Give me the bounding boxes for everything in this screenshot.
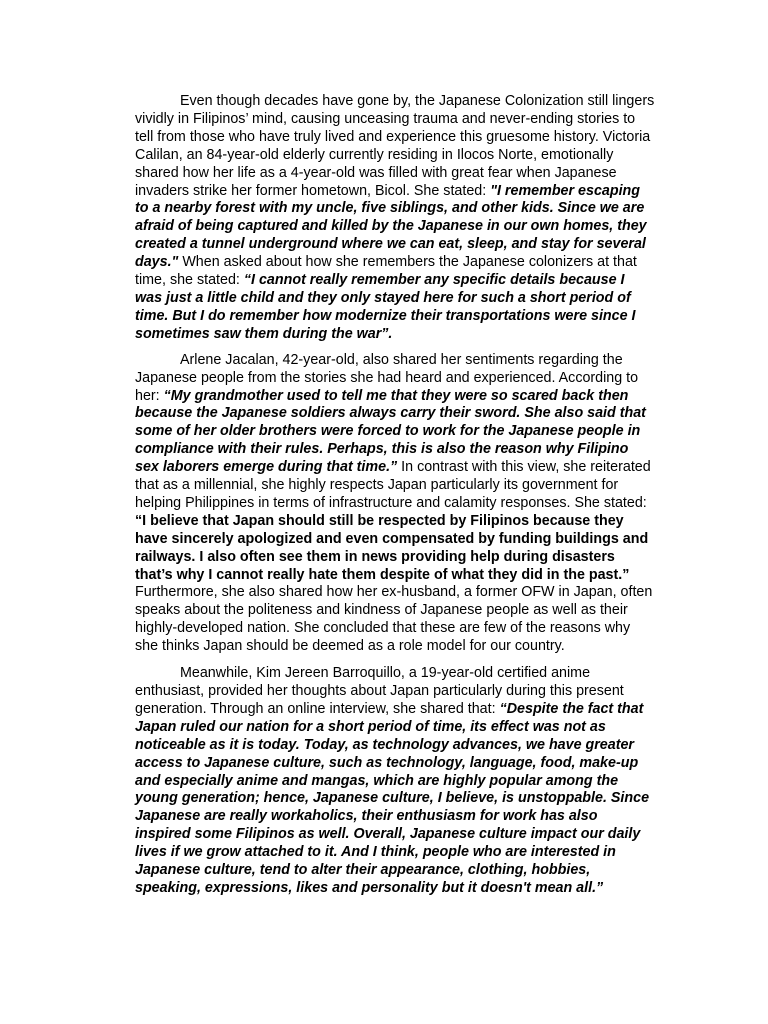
quote-text: "I remember escaping to a nearby forest with my uncle, five siblings, and other kids. Since we are afraid of being captured and killed by the Japanese in our own homes, they created a tunnel underground where we can eat, sleep, and stay for several days."	[135, 182, 647, 271]
narrative-text: Furthermore, she also shared how her ex-husband, a former OFW in Japan, often speaks about the politeness and kindness of Japanese people as well as their highly-developed nation. She concluded that these are few of the reasons why she thinks Japan should be deemed as a role model for our country.	[135, 584, 653, 655]
quote-text: “Despite the fact that Japan ruled our nation for a short period of time, its effect was not as noticeable as it is today. Today, as technology advances, we have greater access to Japanese culture, such as technology, language, food, make-up and especially anime and mangas, which are highly popular among the young generation; hence, Japanese culture, I believe, is unstoppable. Since Japanese are really workaholics, their enthusiasm for work has also inspired some Filipinos as well. Overall, Japanese culture impact our daily lives if we grow attached to it. And I think, people who are interested in Japanese culture, tend to alter their appearance, clothing, hobbies, speaking, expressions, likes and personality but it doesn't mean all.”	[135, 700, 650, 896]
narrative-text: When asked about how she remembers the Japanese colonizers at that time, she stated:	[135, 254, 637, 289]
narrative-text: Even though decades have gone by, the Japanese Colonization still lingers vividly in Filipinos’ mind, causing unceasing trauma and never-ending stories to tell from those who have truly lived and experience this gruesome history. Victoria Calilan, an 84-year-old elderly currently residing in Ilocos Norte, emotionally shared how her life as a 4-year-old was filled with great fear when Japanese invaders strike her former hometown, Bicol. She stated:	[135, 93, 655, 199]
paragraph-kim-jereen-barroquillo	[135, 665, 655, 898]
paragraph-victoria-calilan	[135, 93, 655, 344]
quote-text: “My grandmother used to tell me that they were so scared back then because the Japanese soldiers always carry their sword. She also said that some of her older brothers were forced to work for the Japanese people in compliance with their rules. Perhaps, this is also the reason why Filipino sex laborers emerge during that time.”	[135, 387, 646, 476]
quote-text: “I believe that Japan should still be respected by Filipinos because they have sincerely apologized and even compensated by funding buildings and railways. I also often see them in news providing help during disasters that’s why I cannot really hate them despite of what they did in the past.”	[135, 512, 649, 583]
narrative-text: In contrast with this view, she reiterated that as a millennial, she highly respects Japan particularly its government for helping Philippines in terms of infrastructure and calamity responses. She stated:	[135, 459, 651, 511]
narrative-text: Arlene Jacalan, 42-year-old, also shared her sentiments regarding the Japanese people from the stories she had heard and experienced. According to her:	[135, 351, 639, 404]
document-page	[135, 93, 655, 898]
quote-text: “I cannot really remember any specific details because I was just a little child and they only stayed here for such a short period of time. But I do remember how modernize their transportations were since I sometimes saw them during the war”.	[135, 272, 636, 342]
narrative-text: Meanwhile, Kim Jereen Barroquillo, a 19-year-old certified anime enthusiast, provided her thoughts about Japan particularly during this present generation. Through an online interview, she shared that:	[135, 665, 624, 717]
paragraph-arlene-jacalan	[135, 352, 655, 656]
